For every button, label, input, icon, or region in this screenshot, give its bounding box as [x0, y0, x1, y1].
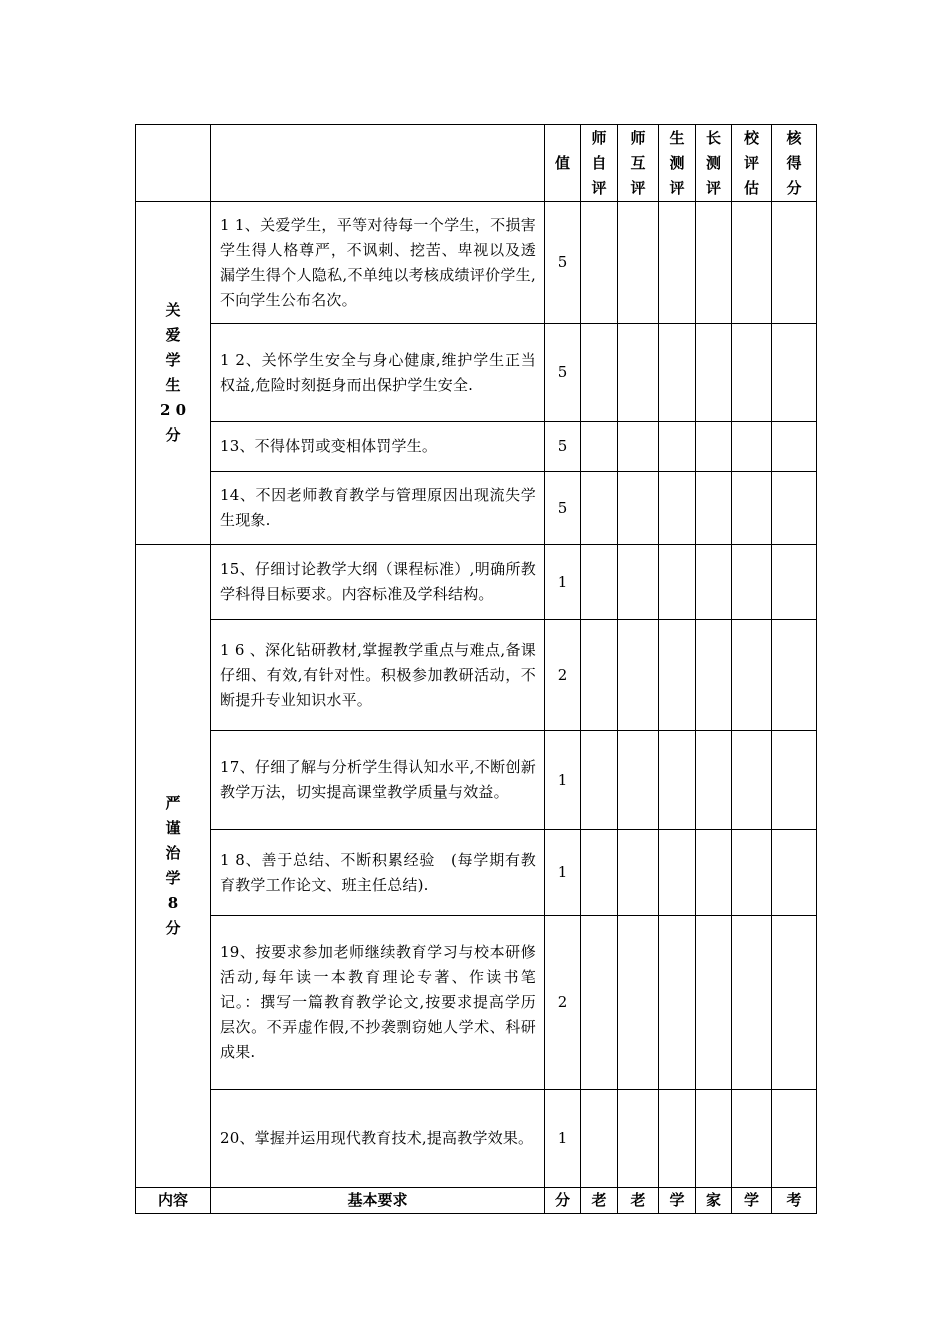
header-label: 校 评 估 — [743, 128, 759, 197]
category-rigorous-teaching — [136, 545, 211, 1188]
blank-cell — [696, 620, 732, 731]
category-care-students — [136, 202, 211, 545]
blank-cell — [659, 620, 696, 731]
blank-cell — [772, 1090, 817, 1188]
category-label — [136, 791, 210, 941]
header-label: 生 测 评 — [669, 128, 685, 197]
blank-cell — [772, 731, 817, 830]
blank-cell — [581, 472, 618, 545]
table-row — [136, 472, 817, 545]
score-value: 5 — [545, 422, 581, 472]
header-row — [136, 125, 817, 202]
blank-cell — [581, 620, 618, 731]
blank-cell — [659, 422, 696, 472]
footer-score: 分 — [545, 1188, 581, 1214]
footer-row — [136, 1188, 817, 1214]
footer-school: 学 — [732, 1188, 772, 1214]
header-final-score — [772, 125, 817, 202]
table-row — [136, 422, 817, 472]
category-label-line: 分 — [165, 426, 181, 444]
header-teacher-self-eval — [581, 125, 618, 202]
blank-cell — [772, 545, 817, 620]
requirement-text: 13、不得体罚或变相体罚学生。 — [211, 422, 545, 472]
blank-cell — [581, 324, 618, 422]
requirement-text: 1 6 、深化钻研教材,掌握教学重点与难点,备课仔细、有效,有针对性。积极参加教研活动，不断提升专业知识水平。 — [211, 620, 545, 731]
blank-cell — [581, 830, 618, 916]
blank-cell — [659, 545, 696, 620]
table-row — [136, 1090, 817, 1188]
blank-cell — [581, 731, 618, 830]
blank-cell — [772, 202, 817, 324]
blank-cell — [696, 324, 732, 422]
blank-cell — [618, 620, 659, 731]
blank-cell — [659, 202, 696, 324]
blank-cell — [618, 324, 659, 422]
blank-cell — [659, 731, 696, 830]
requirement-text: 19、按要求参加老师继续教育学习与校本研修活动,每年读一本教育理论专著、作读书笔记。：撰写一篇教育教学论文,按要求提高学历层次。不弄虚作假,不抄袭剽窃她人学术、科研成果. — [211, 916, 545, 1090]
blank-cell — [732, 422, 772, 472]
category-label-line: 学 — [165, 869, 181, 887]
table-row — [136, 620, 817, 731]
category-label-line: 严 — [165, 794, 181, 812]
header-parent-eval — [696, 125, 732, 202]
blank-cell — [772, 916, 817, 1090]
blank-cell — [618, 545, 659, 620]
header-label: 核 得 分 — [786, 128, 802, 197]
requirement-text: 14、不因老师教育教学与管理原因出现流失学生现象. — [211, 472, 545, 545]
blank-cell — [732, 620, 772, 731]
blank-cell — [696, 916, 732, 1090]
footer-assessment: 考 — [772, 1188, 817, 1214]
blank-cell — [659, 472, 696, 545]
blank-cell — [696, 731, 732, 830]
category-label-line: 8 — [167, 894, 179, 912]
header-school-eval — [732, 125, 772, 202]
blank-cell — [581, 422, 618, 472]
score-value: 2 — [545, 620, 581, 731]
blank-cell — [581, 545, 618, 620]
requirement-text: 1 8、善于总结、不断积累经验 (每学期有教育教学工作论文、班主任总结). — [211, 830, 545, 916]
requirement-text: 15、仔细讨论教学大纲（课程标准）,明确所教学科得目标要求。内容标准及学科结构。 — [211, 545, 545, 620]
blank-cell — [618, 830, 659, 916]
blank-cell — [618, 472, 659, 545]
category-label-line: 谨 — [165, 819, 181, 837]
blank-cell — [618, 916, 659, 1090]
blank-cell — [732, 545, 772, 620]
blank-cell — [732, 324, 772, 422]
blank-cell — [618, 422, 659, 472]
header-label: 长 测 评 — [705, 128, 721, 197]
requirement-text: 20、掌握并运用现代教育技术,提高教学效果。 — [211, 1090, 545, 1188]
table-row — [136, 202, 817, 324]
blank-cell — [659, 916, 696, 1090]
category-label-line: 治 — [165, 844, 181, 862]
blank-cell — [732, 1090, 772, 1188]
header-student-eval — [659, 125, 696, 202]
blank-cell — [696, 472, 732, 545]
requirement-text: 1 2、关怀学生安全与身心健康,维护学生正当权益,危险时刻挺身而出保护学生安全. — [211, 324, 545, 422]
header-blank-requirement — [211, 125, 545, 202]
footer-teacher: 老 — [581, 1188, 618, 1214]
blank-cell — [581, 1090, 618, 1188]
footer-student: 学 — [659, 1188, 696, 1214]
blank-cell — [772, 422, 817, 472]
header-label: 师 自 评 — [591, 128, 607, 197]
footer-basic-requirements: 基本要求 — [211, 1188, 545, 1214]
blank-cell — [772, 620, 817, 731]
category-label-line: 学 — [165, 351, 181, 369]
score-value: 1 — [545, 731, 581, 830]
score-value: 1 — [545, 1090, 581, 1188]
header-blank-category — [136, 125, 211, 202]
evaluation-table — [135, 124, 817, 1214]
blank-cell — [696, 830, 732, 916]
header-teacher-peer-eval — [618, 125, 659, 202]
blank-cell — [772, 324, 817, 422]
score-value: 1 — [545, 545, 581, 620]
blank-cell — [696, 422, 732, 472]
category-label-line: 生 — [165, 376, 181, 394]
score-value: 5 — [545, 324, 581, 422]
blank-cell — [732, 472, 772, 545]
blank-cell — [659, 324, 696, 422]
blank-cell — [772, 830, 817, 916]
footer-content: 内容 — [136, 1188, 211, 1214]
blank-cell — [696, 202, 732, 324]
blank-cell — [732, 916, 772, 1090]
score-value: 2 — [545, 916, 581, 1090]
footer-teacher: 老 — [618, 1188, 659, 1214]
score-value: 5 — [545, 202, 581, 324]
table-row — [136, 830, 817, 916]
category-label-line: 爱 — [165, 326, 181, 344]
blank-cell — [659, 1090, 696, 1188]
blank-cell — [772, 472, 817, 545]
header-label: 师 互 评 — [630, 128, 646, 197]
blank-cell — [732, 830, 772, 916]
table-row — [136, 731, 817, 830]
score-value: 1 — [545, 830, 581, 916]
requirement-text: 17、仔细了解与分析学生得认知水平,不断创新教学万法，切实提高课堂教学质量与效益。 — [211, 731, 545, 830]
category-label-line: 2 0 — [159, 401, 187, 419]
table-row — [136, 545, 817, 620]
requirement-text: 1 1、关爱学生，平等对待每一个学生，不损害学生得人格尊严，不讽刺、挖苦、卑视以及透漏学生得个人隐私,不单纯以考核成绩评价学生,不向学生公布名次。 — [211, 202, 545, 324]
blank-cell — [696, 545, 732, 620]
blank-cell — [618, 731, 659, 830]
category-label-line: 关 — [165, 301, 181, 319]
blank-cell — [618, 1090, 659, 1188]
blank-cell — [581, 916, 618, 1090]
blank-cell — [732, 731, 772, 830]
table-row — [136, 324, 817, 422]
blank-cell — [618, 202, 659, 324]
header-value: 值 — [545, 125, 581, 202]
score-value: 5 — [545, 472, 581, 545]
category-label — [136, 298, 210, 448]
blank-cell — [696, 1090, 732, 1188]
blank-cell — [659, 830, 696, 916]
blank-cell — [732, 202, 772, 324]
footer-parent: 家 — [696, 1188, 732, 1214]
blank-cell — [581, 202, 618, 324]
category-label-line: 分 — [165, 919, 181, 937]
table-row — [136, 916, 817, 1090]
